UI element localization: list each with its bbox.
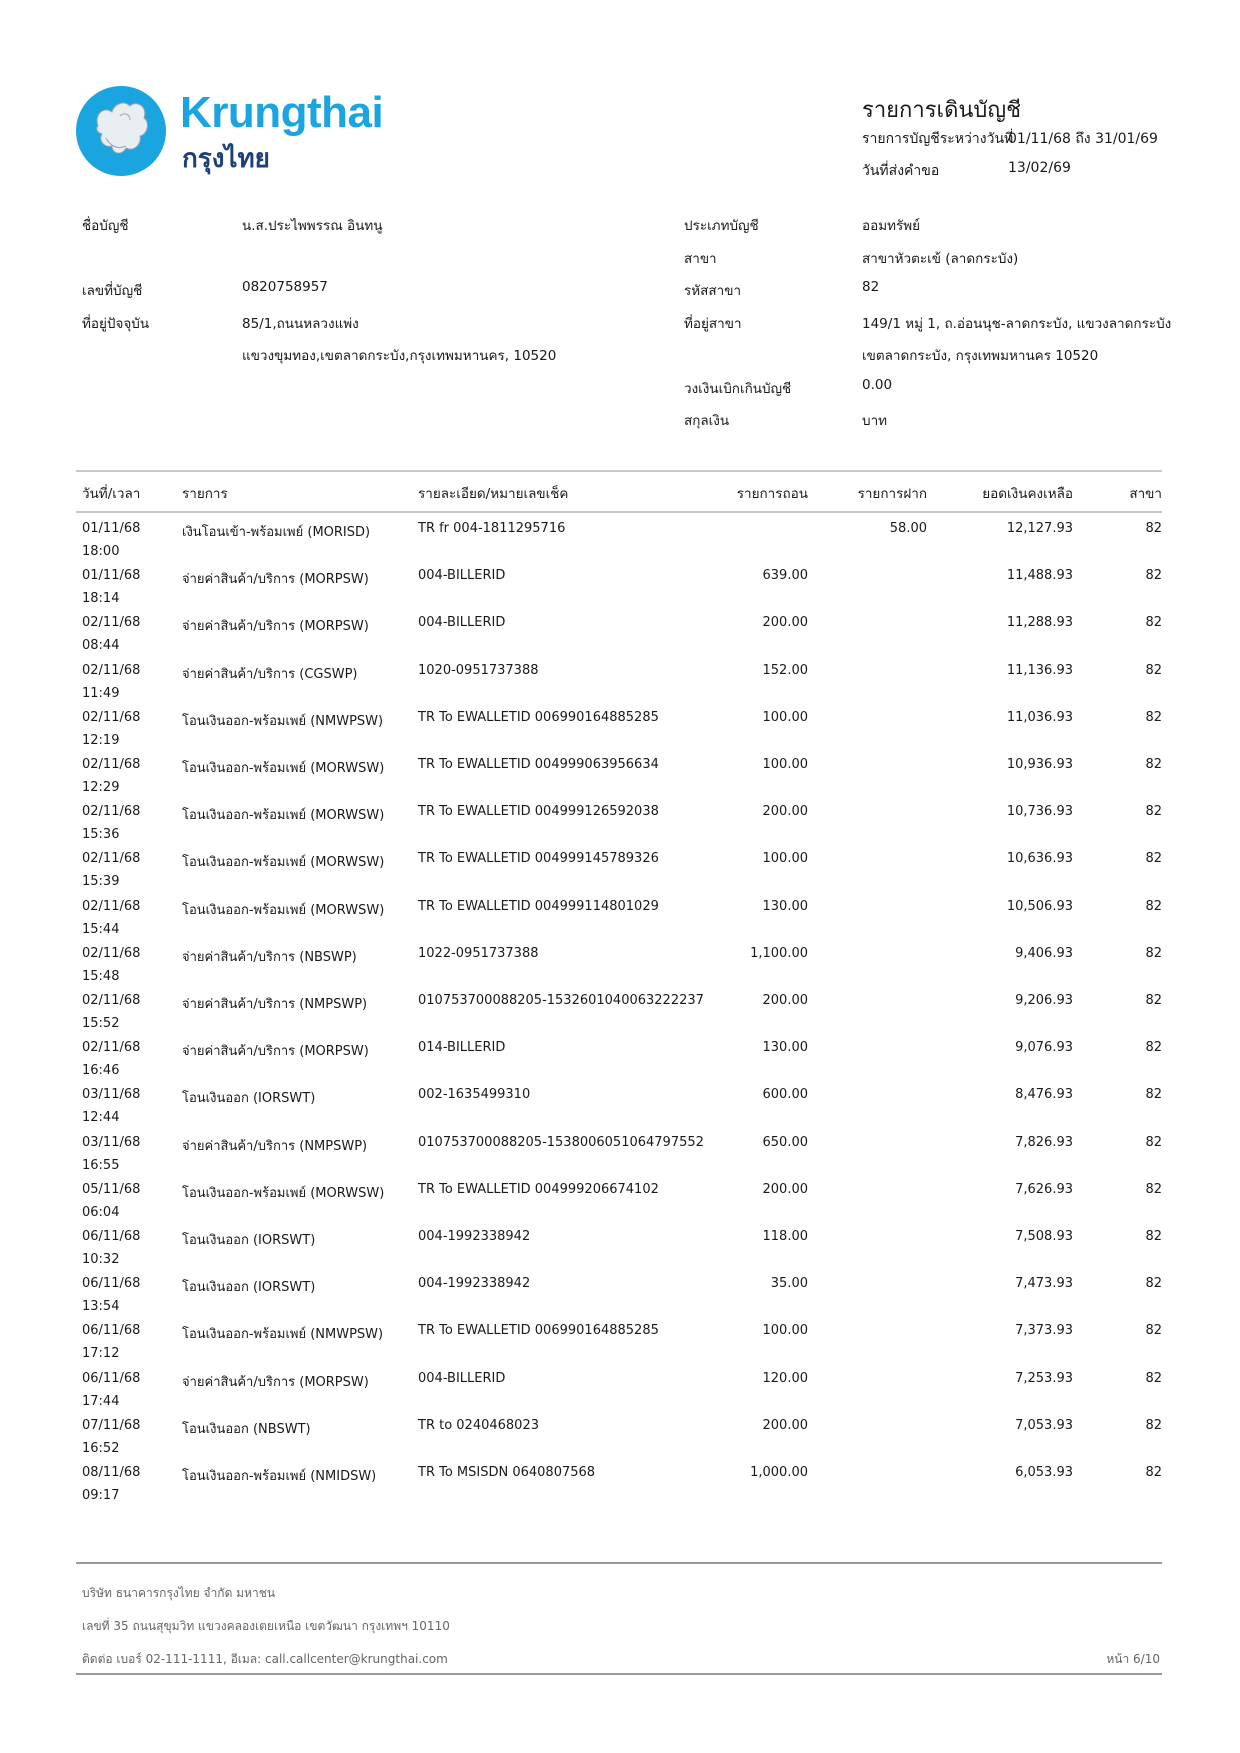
cell-transaction: โอนเงินออก (IORSWT): [182, 1280, 316, 1296]
col-header-datetime: วันที่/เวลา: [82, 486, 141, 502]
account-type-value: ออมทรัพย์: [862, 218, 921, 234]
cell-transaction: โอนเงินออก-พร้อมเพย์ (MORWSW): [182, 761, 385, 776]
table-row: [0, 1182, 1240, 1229]
cell-time: 18:00: [82, 544, 120, 559]
table-row: [0, 757, 1240, 804]
cell-branch: 82: [1145, 1087, 1162, 1103]
col-header-branch: สาขา: [1129, 486, 1162, 502]
cell-date: 02/11/68: [82, 757, 141, 772]
footer-contact: ติดต่อ เบอร์ 02-111-1111, อีเมล: call.callcenter@krungthai.com: [82, 1652, 448, 1666]
cell-time: 11:49: [82, 685, 120, 701]
cell-detail: 1020-0951737388: [418, 662, 539, 678]
table-row: [0, 993, 1240, 1040]
page-number: หน้า 6/10: [1106, 1652, 1160, 1666]
statement-title: รายการเดินบัญชี: [862, 98, 1022, 123]
cell-branch: 82: [1145, 1134, 1162, 1150]
brand-name-th: กรุงไทย: [182, 144, 270, 174]
cell-time: 15:36: [82, 827, 120, 843]
table-row: [0, 946, 1240, 993]
cell-time: 12:19: [82, 732, 120, 748]
cell-balance: 9,406.93: [1015, 945, 1073, 961]
cell-branch: 82: [1145, 945, 1162, 961]
cell-branch: 82: [1145, 898, 1162, 914]
cell-branch: 82: [1145, 1040, 1162, 1056]
cell-branch: 82: [1145, 1417, 1162, 1433]
cell-time: 16:55: [82, 1157, 120, 1173]
cell-transaction: จ่ายค่าสินค้า/บริการ (CGSWP): [182, 666, 358, 682]
cell-time: 15:48: [82, 968, 120, 984]
table-row: [0, 1276, 1240, 1323]
cell-transaction: โอนเงินออก-พร้อมเพย์ (MORWSW): [182, 1185, 385, 1201]
request-date-label: วันที่ส่งคำขอ: [862, 163, 940, 179]
cell-withdraw: 600.00: [762, 1087, 808, 1103]
cell-transaction: จ่ายค่าสินค้า/บริการ (NMPSWP): [182, 997, 368, 1012]
cell-detail: TR To EWALLETID 006990164885285: [418, 1323, 659, 1339]
table-row: [0, 568, 1240, 615]
cell-branch: 82: [1145, 804, 1162, 820]
cell-withdraw: 118.00: [762, 1229, 808, 1244]
cell-transaction: โอนเงินออก (IORSWT): [182, 1233, 316, 1248]
table-header-divider: [76, 511, 1162, 513]
cell-transaction: โอนเงินออก (IORSWT): [182, 1091, 316, 1107]
cell-branch: 82: [1145, 757, 1162, 772]
cell-detail: 1022-0951737388: [418, 945, 539, 961]
cell-balance: 8,476.93: [1015, 1087, 1073, 1103]
cell-branch: 82: [1145, 1276, 1162, 1292]
cell-withdraw: 200.00: [762, 993, 808, 1008]
account-number-label: เลขที่บัญชี: [82, 283, 143, 299]
cell-balance: 10,636.93: [1006, 851, 1073, 867]
cell-transaction: จ่ายค่าสินค้า/บริการ (NMPSWP): [182, 1138, 368, 1154]
cell-transaction: โอนเงินออก-พร้อมเพย์ (NMIDSW): [182, 1469, 377, 1484]
table-row: [0, 1135, 1240, 1182]
cell-detail: 004-BILLERID: [418, 1370, 506, 1386]
period-value: 01/11/68 ถึง 31/01/69: [1008, 131, 1158, 147]
overdraft-label: วงเงินเบิกเกินบัญชี: [684, 381, 792, 397]
cell-time: 15:52: [82, 1016, 120, 1031]
table-row: [0, 1418, 1240, 1465]
account-name-label: ชื่อบัญชี: [82, 218, 129, 234]
cell-withdraw: 200.00: [762, 1181, 808, 1197]
cell-time: 09:17: [82, 1488, 120, 1503]
cell-detail: TR To EWALLETID 004999114801029: [418, 898, 659, 914]
cell-balance: 7,373.93: [1015, 1323, 1073, 1339]
address-label: ที่อยู่ปัจจุบัน: [82, 316, 150, 332]
table-row: [0, 1040, 1240, 1087]
brand-name-en: Krungthai: [180, 88, 384, 137]
cell-balance: 10,936.93: [1006, 757, 1073, 772]
table-row: [0, 521, 1240, 568]
cell-date: 02/11/68: [82, 945, 141, 961]
cell-branch: 82: [1145, 1465, 1162, 1480]
cell-balance: 7,253.93: [1015, 1370, 1073, 1386]
cell-balance: 11,488.93: [1006, 568, 1073, 584]
cell-withdraw: 1,000.00: [750, 1465, 808, 1480]
cell-transaction: จ่ายค่าสินค้า/บริการ (NBSWP): [182, 949, 357, 965]
cell-detail: 002-1635499310: [418, 1087, 531, 1103]
table-row: [0, 851, 1240, 898]
cell-detail: TR To EWALLETID 004999063956634: [418, 757, 659, 772]
cell-time: 16:52: [82, 1440, 120, 1456]
cell-time: 06:04: [82, 1204, 120, 1220]
request-date-value: 13/02/69: [1008, 160, 1071, 176]
overdraft-value: 0.00: [862, 377, 893, 393]
cell-withdraw: 100.00: [762, 757, 808, 772]
cell-branch: 82: [1145, 1229, 1162, 1244]
address-line2: แขวงขุมทอง,เขตลาดกระบัง,กรุงเทพมหานคร, 10520: [242, 348, 557, 364]
cell-branch: 82: [1145, 709, 1162, 725]
cell-transaction: จ่ายค่าสินค้า/บริการ (MORPSW): [182, 1374, 369, 1390]
cell-branch: 82: [1145, 993, 1162, 1008]
cell-balance: 10,506.93: [1006, 898, 1073, 914]
cell-time: 13:54: [82, 1299, 120, 1315]
cell-transaction: จ่ายค่าสินค้า/บริการ (MORPSW): [182, 1044, 369, 1060]
col-header-balance: ยอดเงินคงเหลือ: [982, 486, 1073, 502]
cell-balance: 9,076.93: [1015, 1040, 1073, 1056]
cell-detail: TR To EWALLETID 004999126592038: [418, 804, 659, 820]
footer-address: เลขที่ 35 ถนนสุขุมวิท แขวงคลองเตยเหนือ เขตวัฒนา กรุงเทพฯ 10110: [82, 1619, 450, 1633]
cell-detail: 004-BILLERID: [418, 568, 506, 584]
cell-balance: 9,206.93: [1015, 993, 1073, 1008]
footer-bottom-divider: [76, 1673, 1162, 1675]
cell-detail: 004-BILLERID: [418, 615, 506, 631]
cell-detail: TR to 0240468023: [418, 1417, 539, 1433]
account-number-value: 0820758957: [242, 279, 328, 295]
table-row: [0, 1229, 1240, 1276]
cell-deposit: 58.00: [889, 521, 927, 536]
table-row: [0, 615, 1240, 662]
col-header-deposit: รายการฝาก: [857, 486, 927, 502]
cell-time: 15:39: [82, 874, 120, 890]
cell-transaction: โอนเงินออก-พร้อมเพย์ (MORWSW): [182, 855, 385, 871]
cell-withdraw: 650.00: [762, 1134, 808, 1150]
cell-branch: 82: [1145, 521, 1162, 536]
col-header-withdraw: รายการถอน: [736, 486, 808, 502]
table-row: [0, 899, 1240, 946]
cell-balance: 11,036.93: [1006, 709, 1073, 725]
cell-date: 01/11/68: [82, 568, 141, 584]
cell-detail: TR fr 004-1811295716: [418, 521, 566, 536]
cell-date: 01/11/68: [82, 521, 141, 536]
branch-address-label: ที่อยู่สาขา: [684, 316, 742, 332]
cell-date: 03/11/68: [82, 1134, 141, 1150]
cell-date: 06/11/68: [82, 1276, 141, 1292]
cell-branch: 82: [1145, 1323, 1162, 1339]
cell-withdraw: 200.00: [762, 1417, 808, 1433]
cell-detail: 010753700088205-1532601040063222237: [418, 993, 704, 1008]
cell-withdraw: 130.00: [762, 898, 808, 914]
table-row: [0, 1087, 1240, 1134]
cell-balance: 6,053.93: [1015, 1465, 1073, 1480]
cell-transaction: โอนเงินออก-พร้อมเพย์ (NMWPSW): [182, 1327, 384, 1343]
cell-date: 03/11/68: [82, 1087, 141, 1103]
branch-value: สาขาหัวตะเข้ (ลาดกระบัง): [862, 251, 1019, 267]
cell-detail: TR To EWALLETID 006990164885285: [418, 709, 659, 725]
branch-code-value: 82: [862, 279, 880, 295]
cell-branch: 82: [1145, 615, 1162, 631]
table-row: [0, 1465, 1240, 1512]
cell-date: 02/11/68: [82, 662, 141, 678]
cell-balance: 7,826.93: [1015, 1134, 1073, 1150]
branch-label: สาขา: [684, 251, 717, 267]
cell-withdraw: 120.00: [762, 1370, 808, 1386]
cell-date: 06/11/68: [82, 1370, 141, 1386]
cell-detail: 010753700088205-1538006051064797552: [418, 1134, 704, 1150]
cell-branch: 82: [1145, 568, 1162, 584]
branch-address-line1: 149/1 หมู่ 1, ถ.อ่อนนุช-ลาดกระบัง, แขวงลาดกระบัง: [862, 316, 1172, 332]
cell-time: 12:29: [82, 780, 120, 795]
branch-address-line2: เขตลาดกระบัง, กรุงเทพมหานคร 10520: [862, 348, 1099, 364]
cell-date: 05/11/68: [82, 1181, 141, 1197]
cell-date: 06/11/68: [82, 1323, 141, 1339]
cell-date: 02/11/68: [82, 804, 141, 820]
table-row: [0, 663, 1240, 710]
cell-time: 16:46: [82, 1063, 120, 1079]
table-top-divider: [76, 470, 1162, 472]
cell-time: 17:12: [82, 1346, 120, 1362]
table-row: [0, 710, 1240, 757]
currency-value: บาท: [862, 413, 888, 429]
currency-label: สกุลเงิน: [684, 413, 730, 429]
account-name-value: น.ส.ประไพพรรณ อินทนู: [242, 218, 383, 234]
cell-withdraw: 100.00: [762, 1323, 808, 1339]
cell-balance: 7,508.93: [1015, 1229, 1073, 1244]
table-row: [0, 804, 1240, 851]
cell-balance: 10,736.93: [1006, 804, 1073, 820]
period-label: รายการบัญชีระหว่างวันที่: [862, 131, 1014, 147]
cell-withdraw: 35.00: [770, 1276, 808, 1292]
cell-date: 02/11/68: [82, 709, 141, 725]
cell-withdraw: 1,100.00: [750, 945, 808, 961]
footer-top-divider: [76, 1562, 1162, 1564]
cell-transaction: โอนเงินออก-พร้อมเพย์ (NMWPSW): [182, 713, 384, 729]
col-header-detail: รายละเอียด/หมายเลขเช็ค: [418, 486, 569, 502]
cell-branch: 82: [1145, 851, 1162, 867]
col-header-transaction: รายการ: [182, 486, 228, 502]
cell-transaction: จ่ายค่าสินค้า/บริการ (MORPSW): [182, 619, 369, 635]
cell-branch: 82: [1145, 662, 1162, 678]
cell-transaction: เงินโอนเข้า-พร้อมเพย์ (MORISD): [182, 525, 371, 540]
table-row: [0, 1323, 1240, 1370]
cell-time: 10:32: [82, 1252, 120, 1267]
cell-date: 02/11/68: [82, 615, 141, 631]
cell-time: 12:44: [82, 1110, 120, 1126]
cell-date: 08/11/68: [82, 1465, 141, 1480]
cell-detail: TR To EWALLETID 004999206674102: [418, 1181, 659, 1197]
cell-balance: 11,288.93: [1006, 615, 1073, 631]
cell-balance: 12,127.93: [1006, 521, 1073, 536]
cell-date: 06/11/68: [82, 1229, 141, 1244]
cell-withdraw: 200.00: [762, 615, 808, 631]
footer-company: บริษัท ธนาคารกรุงไทย จำกัด มหาชน: [82, 1586, 276, 1600]
cell-balance: 11,136.93: [1006, 662, 1073, 678]
cell-transaction: โอนเงินออก-พร้อมเพย์ (MORWSW): [182, 902, 385, 918]
account-type-label: ประเภทบัญชี: [684, 218, 759, 234]
krungthai-logo-icon: [76, 86, 166, 176]
cell-detail: TR To MSISDN 0640807568: [418, 1465, 596, 1480]
cell-balance: 7,053.93: [1015, 1417, 1073, 1433]
cell-date: 02/11/68: [82, 898, 141, 914]
cell-withdraw: 200.00: [762, 804, 808, 820]
cell-withdraw: 100.00: [762, 851, 808, 867]
cell-detail: TR To EWALLETID 004999145789326: [418, 851, 659, 867]
cell-transaction: โอนเงินออก (NBSWT): [182, 1421, 311, 1437]
table-row: [0, 1371, 1240, 1418]
cell-balance: 7,626.93: [1015, 1181, 1073, 1197]
cell-withdraw: 152.00: [762, 662, 808, 678]
cell-detail: 014-BILLERID: [418, 1040, 506, 1056]
cell-time: 08:44: [82, 638, 120, 654]
cell-date: 02/11/68: [82, 993, 141, 1008]
cell-transaction: โอนเงินออก-พร้อมเพย์ (MORWSW): [182, 808, 385, 824]
cell-balance: 7,473.93: [1015, 1276, 1073, 1292]
address-line1: 85/1,ถนนหลวงแพ่ง: [242, 316, 359, 332]
branch-code-label: รหัสสาขา: [684, 283, 742, 299]
cell-withdraw: 100.00: [762, 709, 808, 725]
cell-date: 02/11/68: [82, 851, 141, 867]
cell-date: 07/11/68: [82, 1417, 141, 1433]
cell-withdraw: 130.00: [762, 1040, 808, 1056]
cell-detail: 004-1992338942: [418, 1276, 531, 1292]
cell-time: 17:44: [82, 1393, 120, 1409]
cell-detail: 004-1992338942: [418, 1229, 531, 1244]
cell-time: 15:44: [82, 921, 120, 937]
cell-withdraw: 639.00: [762, 568, 808, 584]
cell-branch: 82: [1145, 1181, 1162, 1197]
cell-branch: 82: [1145, 1370, 1162, 1386]
cell-date: 02/11/68: [82, 1040, 141, 1056]
cell-time: 18:14: [82, 591, 120, 607]
cell-transaction: จ่ายค่าสินค้า/บริการ (MORPSW): [182, 572, 369, 588]
